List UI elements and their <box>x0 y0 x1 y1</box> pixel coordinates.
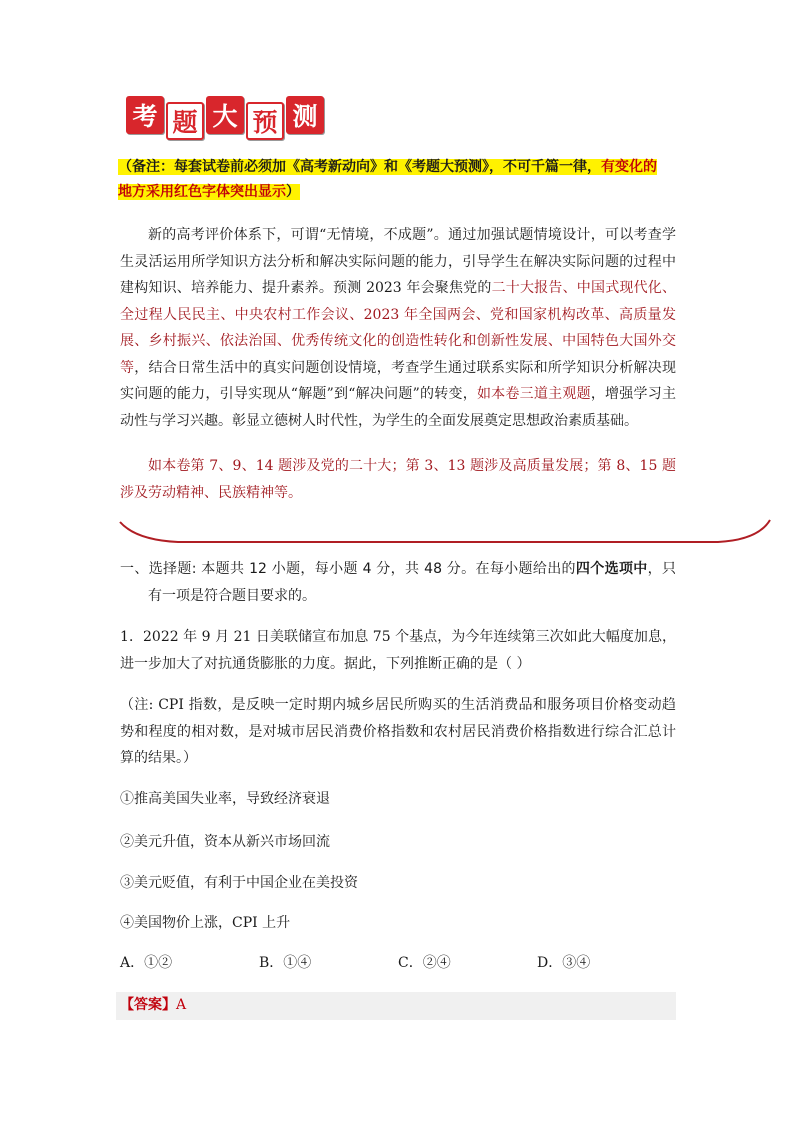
intro-highlight-2: 如本卷三道主观题 <box>476 386 591 402</box>
question-note: （注: CPI 指数，是反映一定时期内城乡居民所购买的生活消费品和服务项目价格变动趋势和程度的相对数，是对城市居民消费价格指数和农村居民消费价格指数进行综合汇总计算的结果。） <box>120 697 676 766</box>
logo <box>126 96 324 136</box>
option-b[interactable]: B．①④ <box>259 955 312 971</box>
logo-char: 大 <box>206 96 244 134</box>
intro-text-3: ，增强学习主动性与学习兴趣。彰显立德树人时代性，为学生的全面发展奠定思想政治素质基础。 <box>120 386 676 429</box>
section-divider <box>118 510 774 550</box>
option-a[interactable]: A．①② <box>120 955 173 971</box>
note-red-text: 有变化的 <box>601 159 657 175</box>
statement-3: ③美元贬值，有利于中国企业在美投资 <box>120 875 358 891</box>
intro-paragraph-2 <box>120 453 676 506</box>
logo-char: 题 <box>166 102 204 140</box>
intro-highlight-3: 如本卷第 7、9、14 题涉及党的二十大；第 3、13 题涉及高质量发展；第 8、15 题涉及劳动精神、民族精神等。 <box>120 458 676 501</box>
note-text: （备注：每套试卷前必须加《高考新动向》和《考题大预测》，不可千篇一律， <box>118 159 601 175</box>
logo-char: 考 <box>126 96 164 134</box>
intro-text: 新的高考评价体系下，可谓“无情境，不成题”。通过加强试题情境设计，可以考查学生灵活运用所学知识方法分析和解决实际问题的能力，引导学生在解决实际问题的过程中建构知识、培养能力、提升素养。预测 2023 年会聚焦党的 <box>120 227 676 296</box>
editor-note <box>118 155 678 205</box>
intro-paragraph <box>120 222 676 434</box>
intro-highlight: 二十大报告、中国式现代化、全过程人民民主、中央农村工作会议、2023 年全国两会、党和国家机构改革、高质量发展、乡村振兴、依法治国、优秀传统文化的创造性转化和创新性发展、中国特色大国外交等 <box>120 280 676 376</box>
answer-value: A <box>176 997 187 1013</box>
option-c[interactable]: C．②④ <box>398 955 451 971</box>
section-bold: 四个选项中 <box>575 561 648 577</box>
logo-char: 预 <box>246 102 284 140</box>
answer-label: 【答案】 <box>120 997 176 1013</box>
section-text-2: ，只有一项是符合题目要求的。 <box>148 561 677 604</box>
statement-1: ①推高美国失业率，导致经济衰退 <box>120 791 330 807</box>
section-title <box>120 556 676 609</box>
statement-2: ②美元升值，资本从新兴市场回流 <box>120 834 330 850</box>
question-stem: 1．2022 年 9 月 21 日美联储宣布加息 75 个基点，为今年连续第三次如此大幅度加息，进一步加大了对抗通货膨胀的力度。据此，下列推断正确的是（ ） <box>120 629 676 672</box>
answer-bar <box>116 992 676 1020</box>
statement-4: ④美国物价上涨，CPI 上升 <box>120 915 291 931</box>
note-red-text-2: 地方采用红色字体突出显示 <box>118 184 286 200</box>
options-row <box>120 951 676 975</box>
section-text: 一、选择题: 本题共 12 小题，每小题 4 分，共 48 分。在每小题给出的 <box>120 561 576 577</box>
note-close: ） <box>286 184 300 200</box>
intro-text-2: ，结合日常生活中的真实问题创设情境，考查学生通过联系实际和所学知识分析解决现实问题的能力，引导实现从“解题”到“解决问题”的转变， <box>120 359 677 402</box>
option-d[interactable]: D．③④ <box>537 955 591 971</box>
logo-char: 测 <box>286 96 324 134</box>
